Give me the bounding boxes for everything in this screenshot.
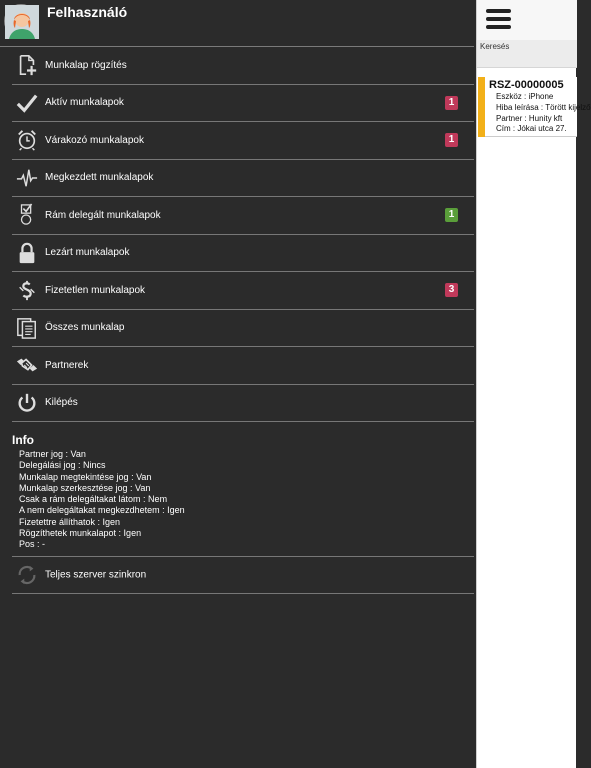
menu-item-started-worksheets[interactable]	[12, 160, 474, 198]
pulse-icon	[15, 166, 39, 190]
menu-item-label: Összes munkalap	[45, 322, 125, 334]
checkbox-radio-icon	[15, 203, 39, 227]
info-line: Munkalap megtekintése jog : Van	[19, 471, 152, 482]
username: Felhasználó	[47, 4, 128, 20]
info-section	[12, 433, 474, 551]
add-document-icon	[15, 53, 39, 77]
menu-item-label: Aktív munkalapok	[45, 97, 124, 109]
search-label: Keresés	[480, 42, 510, 51]
menu-item-label: Kilépés	[45, 397, 78, 409]
worksheet-partner: Partner : Hunity kft	[496, 114, 563, 123]
info-line: A nem delegáltakat megkezdhetem : Igen	[19, 505, 185, 516]
menu-item-logout[interactable]	[12, 385, 474, 423]
alarm-clock-icon	[15, 128, 39, 152]
menu-item-label: Fizetetlen munkalapok	[45, 284, 146, 296]
lock-icon	[15, 241, 39, 265]
sync-label: Teljes szerver szinkron	[45, 569, 147, 581]
worksheet-fault: Hiba leírása : Törött kijelző	[496, 103, 591, 112]
menu-item-label: Várakozó munkalapok	[45, 134, 144, 146]
power-icon	[15, 391, 39, 415]
info-line: Partner jog : Van	[19, 449, 86, 459]
avatar[interactable]	[4, 4, 38, 38]
count-badge: 3	[445, 283, 458, 297]
money-icon	[15, 278, 39, 302]
menu-item-new-worksheet[interactable]	[12, 47, 474, 85]
menu-item-all-worksheets[interactable]	[12, 310, 474, 348]
sync-icon	[15, 563, 39, 587]
top-bar	[477, 0, 577, 40]
menu-item-partners[interactable]	[12, 347, 474, 385]
worksheet-card[interactable]	[478, 77, 591, 137]
menu-item-label: Partnerek	[45, 359, 89, 371]
count-badge: 1	[445, 208, 458, 222]
menu-list	[12, 47, 474, 422]
status-accent-bar	[478, 77, 485, 137]
checkmark-icon	[15, 91, 39, 115]
info-line: Delegálási jog : Nincs	[19, 460, 106, 471]
count-badge: 1	[445, 96, 458, 110]
count-badge: 1	[445, 133, 458, 147]
info-line: Csak a rám delegáltakat látom : Nem	[19, 494, 168, 505]
user-avatar-icon	[5, 5, 39, 39]
menu-item-closed-worksheets[interactable]	[12, 235, 474, 273]
worksheet-device: Eszköz : iPhone	[496, 92, 554, 101]
search-bar[interactable]	[477, 40, 577, 68]
worksheet-list-panel	[476, 0, 591, 768]
menu-item-unpaid-worksheets[interactable]	[12, 272, 474, 310]
menu-item-label: Lezárt munkalapok	[45, 247, 130, 259]
menu-item-waiting-worksheets[interactable]	[12, 122, 474, 160]
menu-item-label: Rám delegált munkalapok	[45, 209, 161, 221]
worksheet-address: Cím : Jókai utca 27.	[496, 124, 567, 133]
menu-item-active-worksheets[interactable]	[12, 85, 474, 123]
menu-item-label: Munkalap rögzítés	[45, 59, 127, 71]
documents-icon	[15, 316, 39, 340]
worksheet-id: RSZ-00000005	[489, 79, 564, 91]
info-line: Rögzíthetek munkalapot : Igen	[19, 528, 142, 539]
info-line: Pos : -	[19, 539, 46, 550]
info-line: Fizetettre állíthatok : Igen	[19, 516, 121, 527]
full-server-sync-button[interactable]	[12, 556, 474, 594]
info-title: Info	[12, 433, 34, 447]
menu-item-delegated-worksheets[interactable]	[12, 197, 474, 235]
hamburger-menu-icon[interactable]	[486, 9, 511, 31]
handshake-icon	[15, 353, 39, 377]
drawer-header	[0, 0, 474, 47]
menu-item-label: Megkezdett munkalapok	[45, 172, 154, 184]
info-line: Munkalap szerkesztése jog : Van	[19, 482, 151, 493]
